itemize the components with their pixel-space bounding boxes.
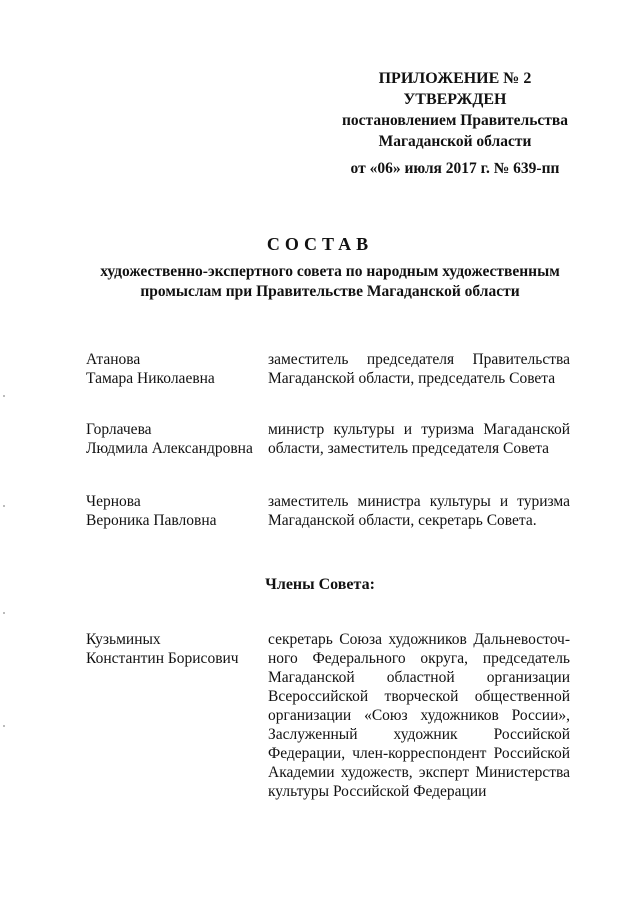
approval-header [330,68,580,179]
person-name [86,630,266,668]
document-subtitle [80,262,580,302]
person-name [86,492,266,530]
approved-label: УТВЕРЖДЕН [403,91,507,108]
person-role: заместитель министра культуры и туризма Магаданской области, секретарь Совета. [268,493,570,529]
subtitle-line-2: промыслам при Правительстве Магаданской области [140,283,520,300]
person-surname: Горлачева [86,421,152,438]
person-name [86,350,266,388]
appendix-label: ПРИЛОЖЕНИЕ № 2 [378,70,532,87]
person-role: министр культуры и туризма Магаданской области, заместитель председателя Совета [268,421,570,457]
person-given-name: Константин Борисович [86,650,239,667]
scan-mark [3,505,5,507]
person-given-name: Людмила Александровна [86,440,253,457]
subtitle-line-1: художественно-экспертного совета по народным художественным [100,263,560,280]
members-heading: Члены Совета: [265,576,375,593]
person-role: секретарь Союза художников Дальневосточ-ного Федерального округа, председатель Магаданской областной организации Всероссийской творческой общественной организации «Союз художников России», Заслуженный художник Российской Федерации, член-корреспондент Российской Академии художеств, эксперт Министерства культуры Российской Федерации [268,631,570,800]
person-surname: Кузьминых [86,631,161,648]
person-given-name: Вероника Павловна [86,512,217,529]
document-title: СОСТАВ [266,234,374,254]
decree-line-1: постановлением Правительства [341,112,569,129]
person-name [86,420,266,458]
scan-mark [3,725,5,727]
scan-mark [3,395,5,397]
person-surname: Чернова [86,493,141,510]
person-surname: Атанова [86,351,141,368]
decree-line-2: Магаданской области [378,133,532,150]
person-role: заместитель председателя Правительства Магаданской области, председатель Совета [268,351,570,387]
scan-mark [3,612,5,614]
person-given-name: Тамара Николаевна [86,370,215,387]
decree-date: от «06» июля 2017 г. № 639-пп [350,160,560,177]
